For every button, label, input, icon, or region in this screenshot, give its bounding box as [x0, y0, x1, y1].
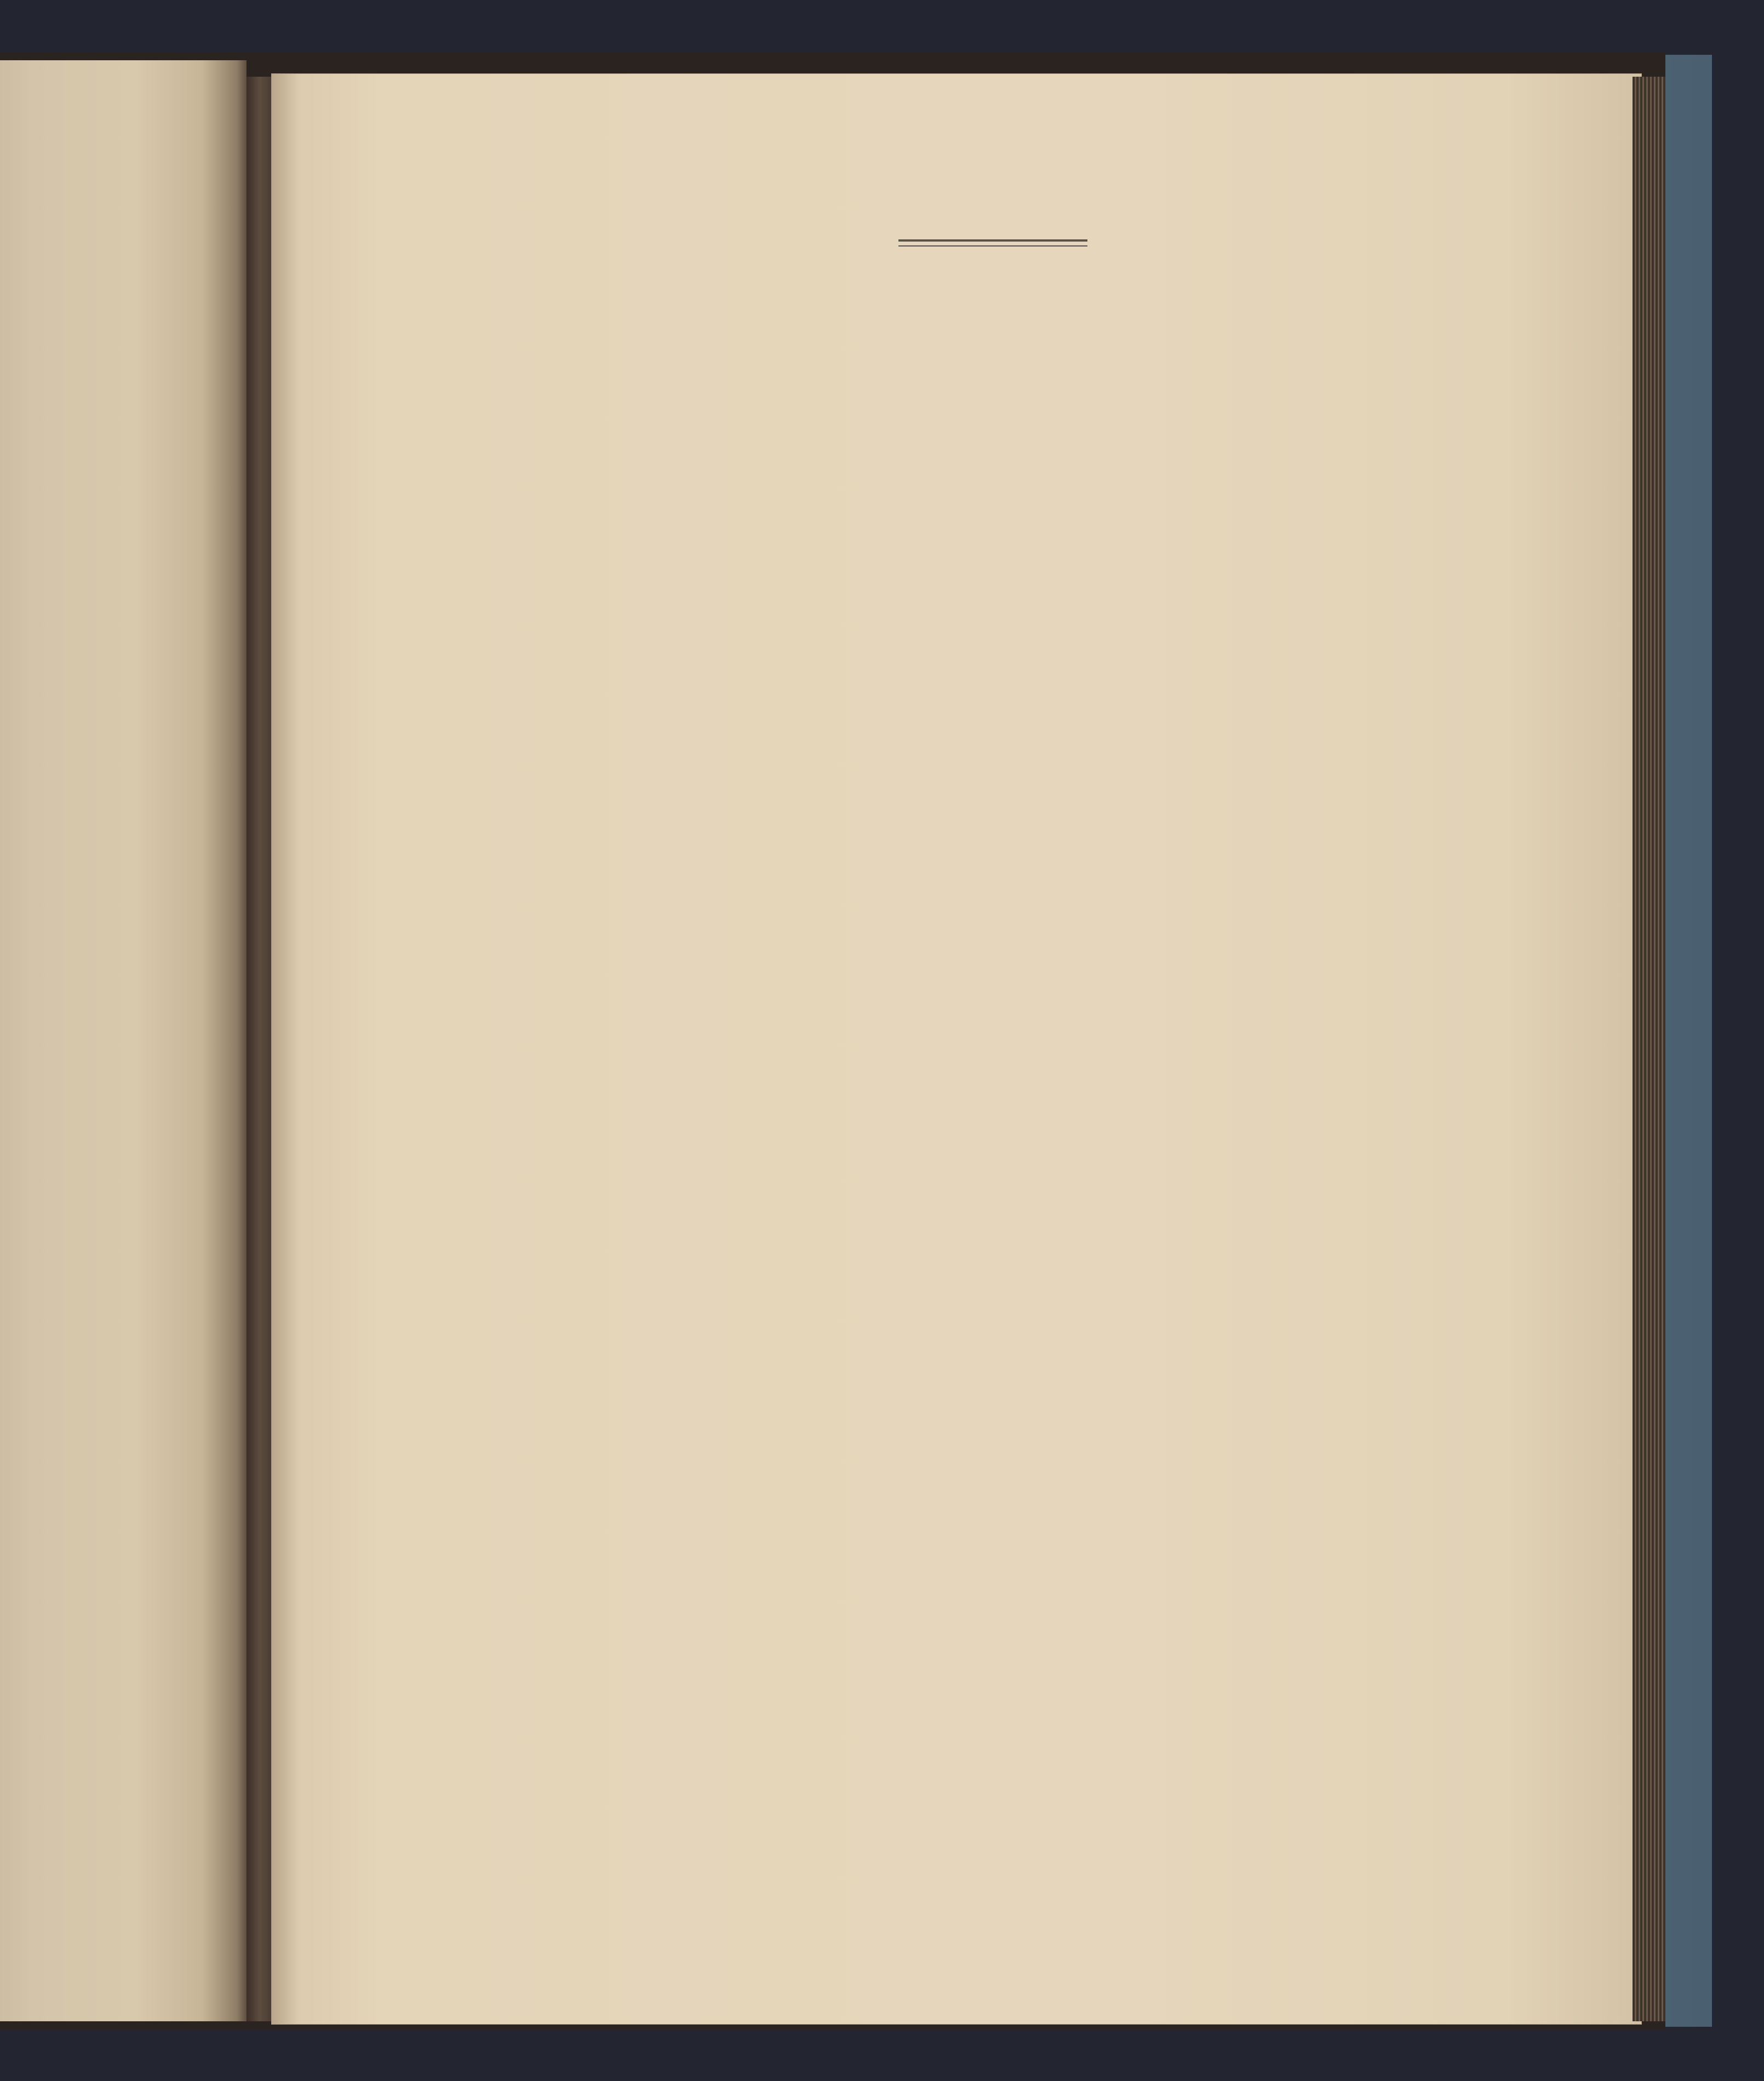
- right-page: [272, 74, 1641, 2024]
- page-number-rule-thin: [898, 245, 1087, 246]
- left-page-fade: [0, 60, 33, 2021]
- left-page: [0, 60, 247, 2021]
- page-number-rule: [898, 239, 1087, 242]
- page-edges: [1633, 77, 1665, 2021]
